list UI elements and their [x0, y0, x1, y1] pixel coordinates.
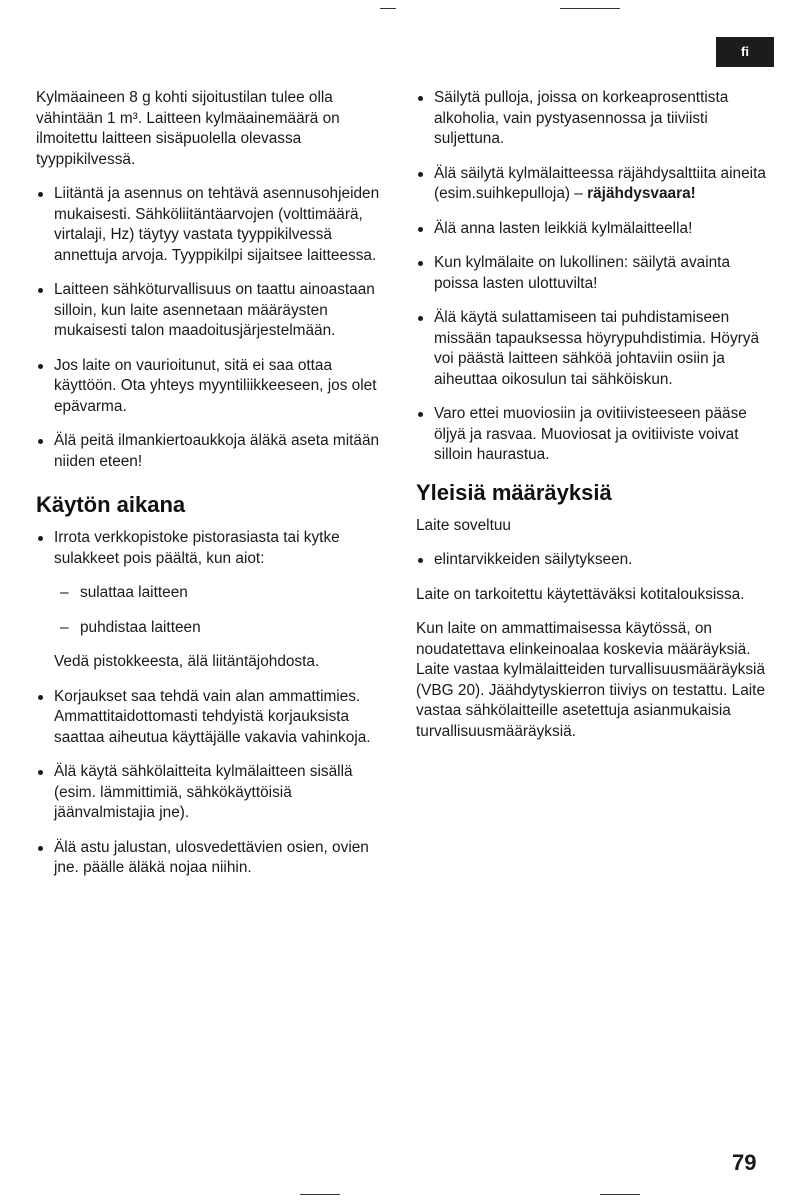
- top-rule-1: [380, 8, 396, 9]
- list-item: Liitäntä ja asennus on tehtävä asennusohjeiden mukaisesti. Sähköliitäntäarvojen (volttimäärä, virtalaji, Hz) täytyy vastata tyyppikilvessä annettuja arvoja. Tyyppikilpi sijaitsee laitteessa.: [36, 184, 394, 266]
- list-item: elintarvikkeiden säilytykseen.: [416, 550, 776, 571]
- safety-list: [416, 88, 776, 466]
- professional-text: Kun laite on ammattimaisessa käytössä, on noudatettava elinkeinoalaa koskevia määräyksiä. Laite vastaa kylmälaitteiden turvallisuusmääräyksiä (VBG 20). Jäähdytyskierron tiiviys on testattu. Laite vastaa sähkölaitteille asetettuja asianmukaisia turvallisuusmääräyksiä.: [416, 620, 766, 740]
- suitable-list: [416, 550, 776, 571]
- language-tab: fi: [716, 37, 774, 67]
- section-heading-usage: Käytön aikana: [36, 492, 186, 517]
- list-item: Säilytä pulloja, joissa on korkeaprosenttista alkoholia, vain pystyasennossa ja tiiviisti suljettuna.: [416, 88, 776, 150]
- list-item: Varo ettei muoviosiin ja ovitiivisteeseen pääse öljyä ja rasvaa. Muoviosat ja ovitiiviste voivat silloin haurastua.: [416, 404, 776, 466]
- bottom-rule-2: [600, 1194, 640, 1195]
- list-item: Älä käytä sähkölaitteita kylmälaitteen sisällä (esim. lämmittimiä, sähkökäyttöisiä jäänvalmistajia jne).: [36, 762, 394, 824]
- list-item: Älä anna lasten leikkiä kylmälaitteella!: [416, 219, 776, 240]
- suitable-text: Laite soveltuu: [416, 516, 511, 534]
- right-column: [416, 88, 776, 756]
- dash-item: – sulattaa laitteen: [60, 583, 394, 604]
- list-item: Irrota verkkopistoke pistorasiasta tai kytke sulakkeet pois päältä, kun aiot:: [36, 528, 394, 569]
- explosive-warning: räjähdysvaara!: [587, 185, 696, 202]
- list-item: Älä astu jalustan, ulosvedettävien osien, ovien jne. päälle äläkä nojaa niihin.: [36, 838, 394, 879]
- page-number: 79: [732, 1150, 757, 1175]
- installation-list: [36, 184, 394, 472]
- pull-note: Vedä pistokkeesta, älä liitäntäjohdosta.: [54, 653, 320, 670]
- list-item: Laitteen sähköturvallisuus on taattu ainoastaan silloin, kun laite asennetaan määräysten mukaisesti talon maadoitusjärjestelmään.: [36, 280, 394, 342]
- list-item: Älä käytä sulattamiseen tai puhdistamiseen missään tapauksessa höyrypuhdistimia. Höyryä voi päästä laitteen sähköä johtaviin osiin ja aiheuttaa oikosulun tai sähköiskun.: [416, 308, 776, 390]
- list-item: Korjaukset saa tehdä vain alan ammattimies. Ammattitaidottomasti tehdyistä korjauksista saattaa aiheutua käyttäjälle vakavia vahinkoja.: [36, 687, 394, 749]
- usage-list-b: [36, 687, 394, 879]
- section-heading-general: Yleisiä määräyksiä: [416, 479, 612, 505]
- list-item: Älä peitä ilmankiertoaukkoja äläkä aseta mitään niiden eteen!: [36, 431, 394, 472]
- list-item: [416, 164, 776, 205]
- top-rule-2: [560, 8, 620, 9]
- explosive-text: Älä säilytä kylmälaitteessa räjähdysalttiita aineita (esim.suihkepulloja) –: [434, 164, 766, 202]
- household-text: Laite on tarkoitettu käytettäväksi kotitalouksissa.: [416, 585, 745, 603]
- list-item: Kun kylmälaite on lukollinen: säilytä avainta poissa lasten ulottuvilta!: [416, 253, 776, 294]
- intro-paragraph: Kylmäaineen 8 g kohti sijoitustilan tulee olla vähintään 1 m³. Laitteen kylmäainemäärä on ilmoitettu laitteen sisäpuolella olevassa tyyppikilvessä.: [36, 89, 340, 168]
- dash-item: – puhdistaa laitteen: [60, 618, 394, 639]
- usage-list-a: [36, 528, 394, 569]
- list-item: Jos laite on vaurioitunut, sitä ei saa ottaa käyttöön. Ota yhteys myyntiliikkeeseen, jos olet epävarma.: [36, 356, 394, 418]
- bottom-rule-1: [300, 1194, 340, 1195]
- left-column: [36, 88, 394, 893]
- dash-list: [36, 583, 394, 638]
